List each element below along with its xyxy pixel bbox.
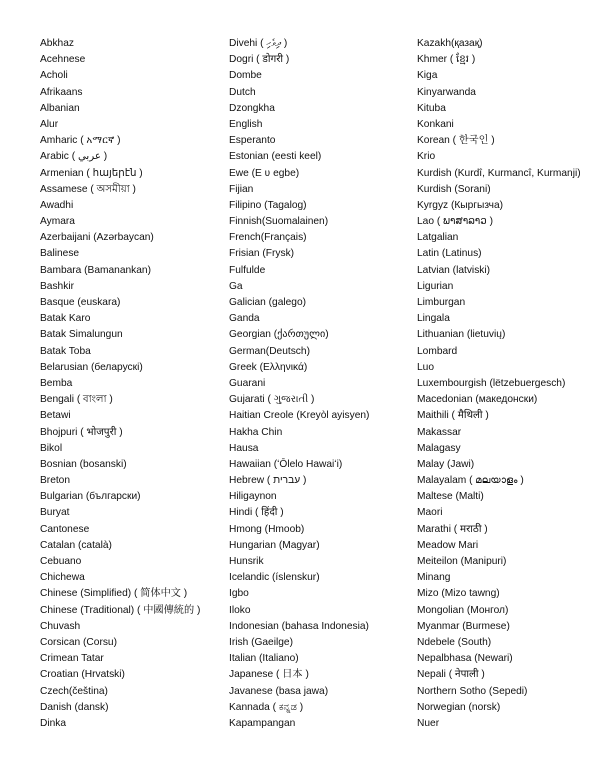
language-item: Basque (euskara) bbox=[40, 297, 121, 308]
language-item: Czech(čeština) bbox=[40, 685, 108, 697]
language-item: Crimean Tatar bbox=[40, 653, 104, 665]
language-item: Danish (dansk) bbox=[40, 701, 109, 713]
language-item: Iloko bbox=[229, 604, 251, 616]
language-item: German(Deutsch) bbox=[229, 345, 310, 357]
language-item: Kiga bbox=[417, 70, 438, 82]
language-item: Guarani bbox=[229, 377, 266, 389]
language-item: Igbo bbox=[229, 588, 249, 600]
language-item: Hebrew ( עברית ) bbox=[229, 475, 307, 487]
language-item: Kurdish (Sorani) bbox=[417, 183, 491, 195]
language-item: Mongolian (Монгол) bbox=[417, 604, 509, 616]
language-item: Japanese ( 日本 ) bbox=[229, 669, 309, 681]
language-item: Dogri ( डोगरी ) bbox=[229, 54, 290, 66]
language-item: Maltese (Malti) bbox=[417, 491, 484, 503]
language-item: Norwegian (norsk) bbox=[417, 701, 501, 713]
language-item: Dombe bbox=[229, 70, 262, 82]
language-item: Albanian bbox=[40, 102, 80, 114]
language-item: Amharic ( አማርኛ ) bbox=[40, 135, 121, 147]
language-item: Minang bbox=[417, 572, 451, 584]
language-item: Bengali ( বাংলা ) bbox=[40, 394, 113, 406]
language-item: Maithili ( मैथिली ) bbox=[417, 410, 489, 422]
language-item: Bulgarian (български) bbox=[40, 491, 141, 503]
language-item: Meiteilon (Manipuri) bbox=[417, 556, 507, 567]
language-item: Marathi ( मराठी ) bbox=[417, 523, 488, 535]
language-item: Ligurian bbox=[417, 280, 454, 292]
language-item: Gujarati ( ગુજરાતી ) bbox=[229, 394, 315, 406]
language-item: Esperanto bbox=[229, 135, 276, 147]
language-item: Meadow Mari bbox=[417, 539, 479, 551]
language-item: Bashkir bbox=[40, 280, 74, 292]
language-item: Arabic ( عربي ) bbox=[40, 151, 108, 163]
language-item: Limburgan bbox=[417, 297, 466, 308]
language-item: Nepali ( नेपाली ) bbox=[417, 669, 485, 681]
language-item: Latvian (latviski) bbox=[417, 264, 491, 276]
language-item: Northern Sotho (Sepedi) bbox=[417, 685, 528, 697]
language-item: Alur bbox=[40, 118, 59, 130]
language-item: Kapampangan bbox=[229, 717, 296, 729]
language-item: Fijian bbox=[229, 183, 254, 195]
language-item: Latin (Latinus) bbox=[417, 248, 482, 260]
language-item: Betawi bbox=[40, 410, 71, 422]
language-item: Krio bbox=[417, 151, 436, 163]
language-item: Cantonese bbox=[40, 523, 90, 535]
language-item: Kyrgyz (Кыргызча) bbox=[417, 199, 504, 211]
language-column-2 bbox=[229, 36, 409, 732]
language-item: Ga bbox=[229, 280, 243, 292]
language-item: Malayalam ( മലയാളം ) bbox=[417, 475, 524, 487]
language-item: Chichewa bbox=[40, 572, 85, 584]
language-item: Bosnian (bosanski) bbox=[40, 458, 127, 470]
language-item: Fulfulde bbox=[229, 264, 266, 276]
language-item: Hindi ( हिंदी ) bbox=[229, 507, 284, 519]
language-item: Hungarian (Magyar) bbox=[229, 539, 320, 551]
language-item: Galician (galego) bbox=[229, 297, 307, 308]
language-item: Hmong (Hmoob) bbox=[229, 523, 305, 535]
language-item: Hakha Chin bbox=[229, 426, 283, 438]
language-item: Macedonian (македонски) bbox=[417, 394, 538, 406]
language-item: Hunsrik bbox=[229, 556, 264, 567]
language-item: Frisian (Frysk) bbox=[229, 248, 295, 260]
language-item: Italian (Italiano) bbox=[229, 653, 299, 665]
language-item: Estonian (eesti keel) bbox=[229, 151, 322, 163]
language-item: Khmer ( ខ្មែរ ) bbox=[417, 54, 476, 66]
language-item: Icelandic (íslenskur) bbox=[229, 572, 320, 584]
language-item: Lao ( ພາສາລາວ ) bbox=[417, 216, 493, 228]
language-item: Assamese ( অসমীয়া ) bbox=[40, 183, 136, 195]
language-item: Breton bbox=[40, 475, 71, 487]
language-item: Haitian Creole (Kreyòl ayisyen) bbox=[229, 410, 370, 422]
language-item: Ndebele (South) bbox=[417, 636, 492, 648]
language-item: Mizo (Mizo tawng) bbox=[417, 588, 500, 600]
language-item: Armenian ( հայերէն ) bbox=[40, 167, 143, 179]
language-item: Indonesian (bahasa Indonesia) bbox=[229, 620, 369, 632]
language-item: Bhojpuri ( भोजपुरी ) bbox=[40, 426, 123, 438]
language-item: Georgian (ქართული) bbox=[229, 329, 329, 341]
language-item: Makassar bbox=[417, 426, 462, 438]
language-item: Nuer bbox=[417, 717, 440, 729]
language-item: Malagasy bbox=[417, 442, 461, 454]
language-item: Bemba bbox=[40, 377, 73, 389]
language-item: Dinka bbox=[40, 717, 67, 729]
language-item: Latgalian bbox=[417, 232, 459, 244]
language-item: Aymara bbox=[40, 216, 75, 228]
language-item: Chuvash bbox=[40, 620, 81, 632]
language-item: Ewe (E ʋ egbe) bbox=[229, 167, 300, 179]
language-item: Batak Karo bbox=[40, 313, 91, 325]
language-item: Dutch bbox=[229, 86, 256, 98]
language-item: Hiligaynon bbox=[229, 491, 277, 503]
language-item: Nepalbhasa (Newari) bbox=[417, 653, 513, 665]
language-item: Dzongkha bbox=[229, 102, 275, 114]
language-item: Acholi bbox=[40, 70, 68, 82]
language-item: Batak Simalungun bbox=[40, 329, 123, 341]
language-item: Filipino (Tagalog) bbox=[229, 199, 307, 211]
language-item: Kannada ( ಕನ್ನಡ ) bbox=[229, 701, 304, 713]
language-item: Acehnese bbox=[40, 54, 86, 66]
language-item: Myanmar (Burmese) bbox=[417, 620, 510, 632]
language-item: Luxembourgish (lëtzebuergesch) bbox=[417, 377, 566, 389]
language-item: Kinyarwanda bbox=[417, 86, 476, 98]
language-item: Belarusian (беларускі) bbox=[40, 361, 143, 373]
language-item: Buryat bbox=[40, 507, 70, 519]
language-column-1 bbox=[40, 36, 220, 732]
language-item: Javanese (basa jawa) bbox=[229, 685, 329, 697]
language-item: Chinese (Simplified) ( 简体中文 ) bbox=[40, 588, 188, 600]
language-item: Kurdish (Kurdî, Kurmancî, Kurmanji) bbox=[417, 167, 581, 179]
language-item: Azerbaijani (Azərbaycan) bbox=[40, 232, 154, 244]
language-item: Lombard bbox=[417, 345, 458, 357]
language-item: Hawaiian (ʻŌlelo Hawaiʻi) bbox=[229, 458, 343, 470]
language-item: Chinese (Traditional) ( 中國傳統的 ) bbox=[40, 604, 201, 616]
language-item: Ganda bbox=[229, 313, 260, 325]
language-item: Malay (Jawi) bbox=[417, 458, 475, 470]
language-item: Cebuano bbox=[40, 556, 82, 567]
language-item: Awadhi bbox=[40, 199, 74, 211]
language-item: Croatian (Hrvatski) bbox=[40, 669, 125, 681]
language-item: Greek (Ελληνικά) bbox=[229, 361, 308, 373]
language-item: Bambara (Bamanankan) bbox=[40, 264, 151, 276]
language-item: Kazakh(қазақ) bbox=[417, 38, 483, 49]
language-item: Hausa bbox=[229, 442, 259, 454]
language-item: French(Français) bbox=[229, 232, 307, 244]
language-item: Catalan (català) bbox=[40, 539, 112, 551]
language-column-3 bbox=[417, 36, 597, 732]
language-item: Luo bbox=[417, 361, 434, 373]
language-item: Afrikaans bbox=[40, 86, 83, 98]
language-item: Lithuanian (lietuvių) bbox=[417, 329, 506, 341]
language-item: Irish (Gaeilge) bbox=[229, 636, 293, 648]
language-item: Korean ( 한국인 ) bbox=[417, 135, 495, 147]
language-item: Finnish(Suomalainen) bbox=[229, 216, 329, 228]
language-item: Corsican (Corsu) bbox=[40, 636, 117, 648]
language-item: Divehi ( ދިވެހި ) bbox=[229, 38, 288, 49]
language-item: Batak Toba bbox=[40, 345, 91, 357]
language-item: Abkhaz bbox=[40, 38, 74, 49]
language-item: English bbox=[229, 118, 263, 130]
language-item: Balinese bbox=[40, 248, 80, 260]
language-item: Maori bbox=[417, 507, 443, 519]
language-item: Bikol bbox=[40, 442, 63, 454]
language-item: Lingala bbox=[417, 313, 450, 325]
language-item: Kituba bbox=[417, 102, 446, 114]
language-item: Konkani bbox=[417, 118, 454, 130]
